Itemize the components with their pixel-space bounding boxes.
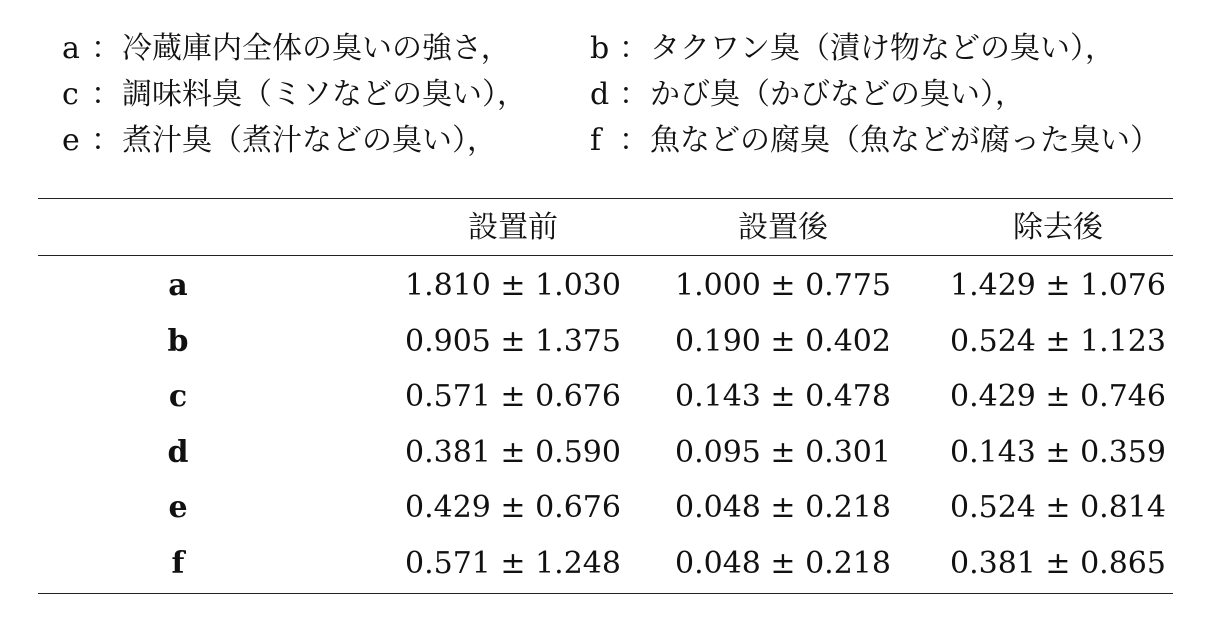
legend-item-f — [590, 118, 1160, 164]
legend-letter: c — [62, 77, 79, 112]
table-cell: 1.810 ± 1.030 — [405, 268, 621, 303]
table-cell: 0.048 ± 0.218 — [675, 545, 891, 581]
row-label: c — [168, 379, 188, 414]
table-cell: 0.524 ± 0.814 — [950, 490, 1166, 525]
legend-item-a — [62, 26, 511, 72]
legend-item-d — [590, 72, 1025, 118]
legend-colon: ： — [91, 31, 121, 66]
header-cell-after-removal: 除去後 — [1013, 210, 1103, 245]
odor-legend — [62, 26, 1202, 164]
table-body — [38, 258, 1173, 591]
legend-item-b — [590, 26, 1115, 72]
table-cell: 0.381 ± 0.590 — [405, 434, 621, 470]
table-cell: 0.524 ± 1.123 — [950, 323, 1166, 359]
row-label: d — [167, 434, 189, 470]
legend-text: 冷蔵庫内全体の臭いの強さ， — [122, 31, 511, 66]
table-cell: 1.429 ± 1.076 — [950, 268, 1166, 303]
table-cell: 0.381 ± 0.865 — [950, 545, 1166, 581]
table-cell: 0.571 ± 1.248 — [405, 545, 621, 581]
header-cell-after-install: 設置後 — [738, 210, 828, 245]
table-cell: 0.048 ± 0.218 — [675, 490, 891, 525]
legend-item-e — [62, 118, 497, 164]
table-cell: 1.000 ± 0.775 — [675, 268, 891, 303]
legend-colon: ： — [619, 31, 649, 66]
legend-row-3 — [62, 118, 1202, 164]
table-bottom-rule — [38, 593, 1173, 594]
header-cell-label — [108, 204, 248, 252]
legend-text: 調味料臭（ミソなどの臭い）， — [122, 77, 527, 112]
table-row — [38, 258, 1173, 314]
legend-letter: b — [590, 31, 610, 66]
table-cell: 0.429 ± 0.746 — [950, 379, 1166, 414]
row-label: f — [171, 545, 185, 581]
table-cell: 0.571 ± 0.676 — [405, 379, 621, 414]
row-label: b — [167, 323, 189, 359]
legend-text: タクワン臭（漬け物などの臭い）， — [650, 31, 1115, 66]
legend-text: 煮汁臭（煮汁などの臭い）， — [122, 123, 497, 158]
table-cell: 0.095 ± 0.301 — [675, 434, 891, 470]
table-row — [38, 536, 1173, 592]
table-top-rule — [38, 198, 1173, 199]
row-label: e — [168, 490, 188, 525]
legend-colon: ： — [619, 123, 649, 158]
table-cell: 0.905 ± 1.375 — [405, 323, 621, 359]
legend-row-2 — [62, 72, 1202, 118]
legend-text: 魚などの腐臭（魚などが腐った臭い） — [650, 123, 1160, 158]
table-row — [38, 314, 1173, 370]
legend-letter: d — [590, 77, 610, 112]
row-label: a — [168, 268, 188, 303]
legend-letter: e — [62, 123, 80, 158]
legend-letter: f — [590, 123, 602, 158]
table-header-row — [38, 204, 1173, 252]
table-row — [38, 480, 1173, 536]
table-row — [38, 425, 1173, 481]
table-cell: 0.143 ± 0.359 — [950, 434, 1166, 470]
table-header-rule — [38, 255, 1173, 256]
legend-row-1 — [62, 26, 1202, 72]
legend-colon: ： — [91, 123, 121, 158]
table-row — [38, 369, 1173, 425]
legend-letter: a — [62, 31, 80, 66]
legend-item-c — [62, 72, 527, 118]
header-cell-before: 設置前 — [468, 210, 558, 245]
legend-colon: ： — [619, 77, 649, 112]
table-cell: 0.143 ± 0.478 — [675, 379, 891, 414]
legend-colon: ： — [91, 77, 121, 112]
table-cell: 0.190 ± 0.402 — [675, 323, 891, 359]
legend-text: かび臭（かびなどの臭い）， — [650, 77, 1025, 112]
table-cell: 0.429 ± 0.676 — [405, 490, 621, 525]
